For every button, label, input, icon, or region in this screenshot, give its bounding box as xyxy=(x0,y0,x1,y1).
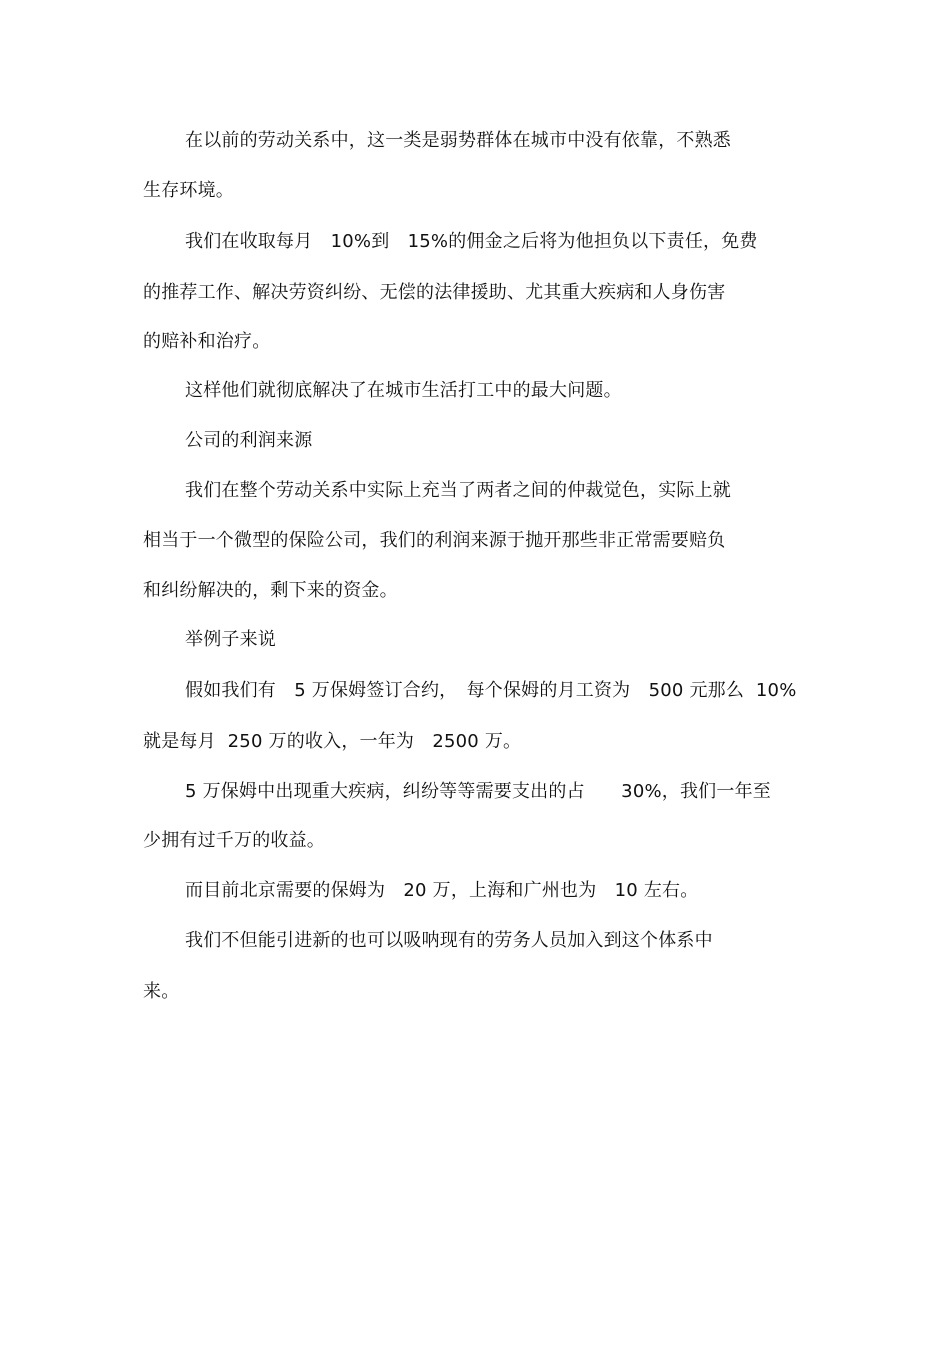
text-line: 5 万保姆中出现重大疾病，纠纷等等需要支出的占 30%，我们一年至 xyxy=(185,781,771,802)
text-line: 我们在整个劳动关系中实际上充当了两者之间的仲裁觉色，实际上就 xyxy=(185,480,731,501)
text-line: 就是每月 250 万的收入，一年为 2500 万。 xyxy=(143,731,522,752)
text-line: 我们不但能引进新的也可以吸呐现有的劳务人员加入到这个体系中 xyxy=(185,930,713,951)
text-line: 的推荐工作、解决劳资纠纷、无偿的法律援助、尤其重大疾病和人身伤害 xyxy=(143,282,726,303)
text-line: 的赔补和治疗。 xyxy=(143,331,271,352)
text-line: 我们在收取每月 10%到 15%的佣金之后将为他担负以下责任，免费 xyxy=(185,231,758,252)
text-line: 这样他们就彻底解决了在城市生活打工中的最大问题。 xyxy=(185,380,622,401)
text-line: 生存环境。 xyxy=(143,180,234,201)
text-line: 少拥有过千万的收益。 xyxy=(143,830,325,851)
text-line: 假如我们有 5 万保姆签订合约， 每个保姆的月工资为 500 元那么 10% xyxy=(185,680,797,701)
text-line: 在以前的劳动关系中，这一类是弱势群体在城市中没有依靠，不熟悉 xyxy=(185,130,731,151)
text-line: 相当于一个微型的保险公司，我们的利润来源于抛开那些非正常需要赔负 xyxy=(143,530,726,551)
text-line: 来。 xyxy=(143,981,180,1002)
text-line: 而目前北京需要的保姆为 20 万，上海和广州也为 10 左右。 xyxy=(185,880,699,901)
text-line: 和纠纷解决的，剩下来的资金。 xyxy=(143,580,398,601)
section-heading: 公司的利润来源 xyxy=(185,430,313,451)
text-line: 举例子来说 xyxy=(185,629,276,650)
